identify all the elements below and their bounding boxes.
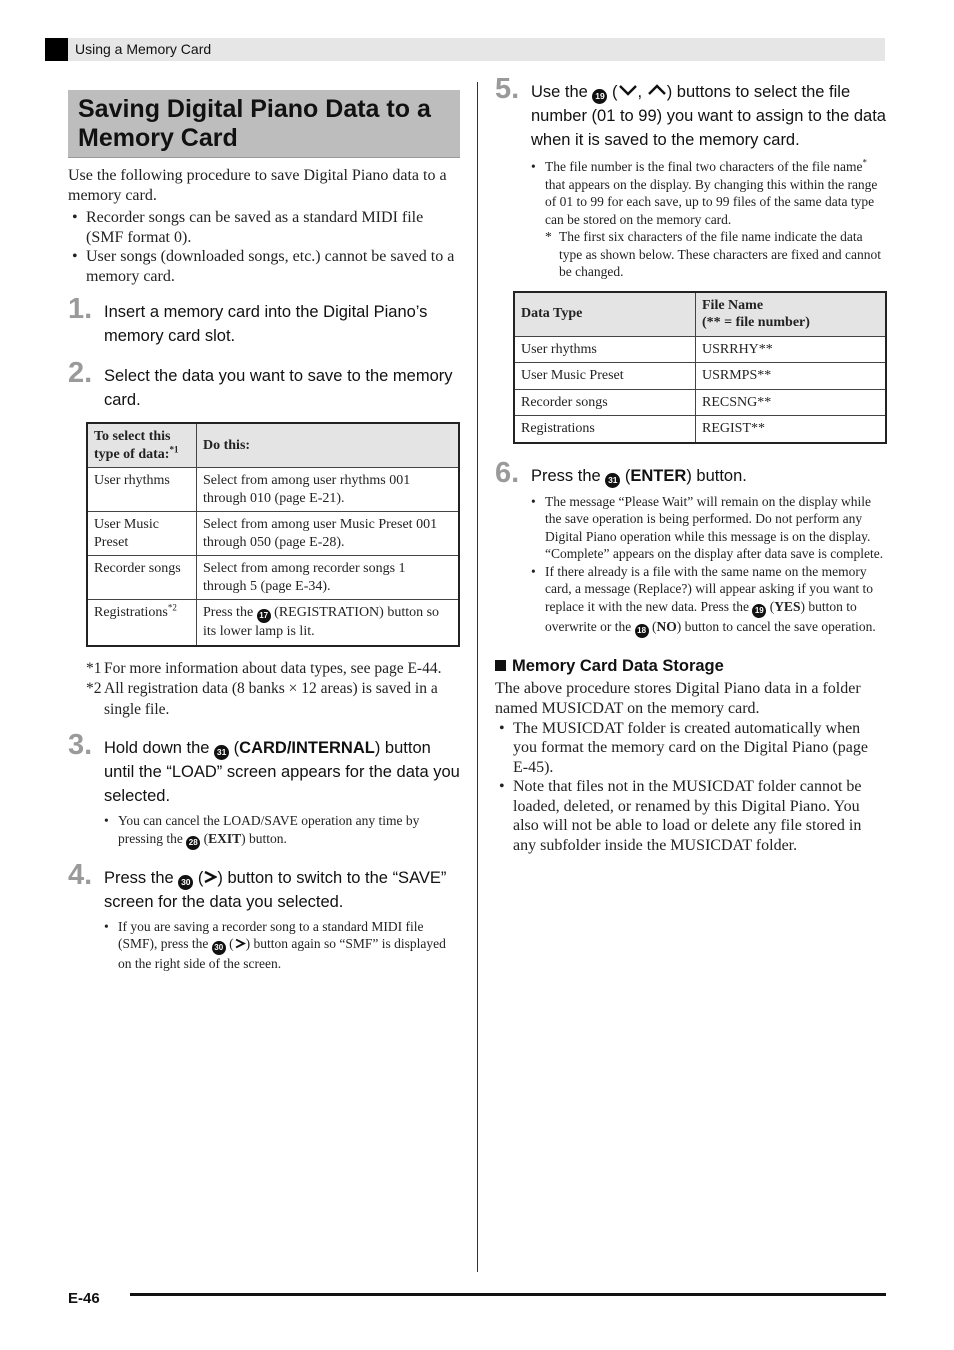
table-cell: Press the 17 (REGISTRATION) button so its lower lamp is lit.	[197, 600, 460, 646]
table-header-cell: File Name (** = file number)	[696, 292, 887, 337]
footnotes	[68, 659, 460, 721]
table-header-cell: Do this:	[197, 423, 460, 468]
square-bullet-icon	[495, 660, 506, 671]
step-number: 4.	[68, 858, 93, 891]
left-column	[68, 90, 460, 973]
chevron-down-icon	[618, 83, 638, 97]
select-table-wrap	[86, 422, 460, 647]
note-item: • The file number is the final two characters of the file name* that appears on the display. By changing this within the range of 01 to 99 for each save, up to 99 files of the same data type can be stored on the memory card.	[531, 158, 887, 228]
button-31-icon: 31	[605, 473, 620, 488]
table-cell: User Music Preset	[514, 363, 696, 390]
chevron-right-icon	[234, 938, 246, 949]
intro-text: Use the following procedure to save Digital Piano data to a memory card.	[68, 167, 447, 204]
table-cell: Select from among user Music Preset 001 through 050 (page E-28).	[197, 512, 460, 556]
step-1	[68, 293, 460, 348]
step-number: 6.	[495, 456, 520, 489]
footnote: *2 All registration data (8 banks × 12 areas) is saved in a single file.	[86, 680, 438, 718]
step-text: Use the 19 ( , ) buttons to select the file number (01 to 99) you want to assign to the data when it is saved to the memory card.	[531, 83, 886, 149]
table-cell: Recorder songs	[87, 556, 197, 600]
table-row	[87, 556, 459, 600]
list-item: • Recorder songs can be saved as a standard MIDI file (SMF format 0).	[68, 208, 460, 247]
title-box	[68, 90, 460, 158]
table-row	[87, 512, 459, 556]
page-title: Saving Digital Piano Data to a Memory Card	[78, 95, 431, 152]
note-item: • You can cancel the LOAD/SAVE operation any time by pressing the 28 (EXIT) button.	[104, 812, 460, 850]
file-table-wrap	[513, 291, 887, 444]
table-row	[514, 389, 886, 416]
button-28-icon: 28	[186, 836, 200, 850]
storage-section	[495, 656, 887, 856]
step-5	[495, 73, 887, 281]
footer-rule	[130, 1293, 886, 1296]
table-cell: User rhythms	[87, 468, 197, 512]
button-18-icon: 18	[635, 624, 649, 638]
table-row	[514, 336, 886, 363]
chevron-right-icon	[203, 870, 217, 884]
table-cell: Select from among recorder songs 1 through 5 (page E-34).	[197, 556, 460, 600]
select-table	[86, 422, 460, 647]
table-cell: REGIST**	[696, 416, 887, 443]
button-19-icon: 19	[592, 89, 607, 104]
step-4	[68, 858, 460, 973]
step-2	[68, 357, 460, 412]
footnote: *1 For more information about data types, see page E-44.	[86, 659, 442, 677]
step-number: 2.	[68, 357, 93, 389]
header-marker	[45, 38, 68, 61]
step-4-notes	[104, 918, 460, 973]
asterisk-note: * The first six characters of the file name indicate the data type as shown below. These characters are fixed and cannot be changed.	[545, 229, 881, 279]
step-number: 3.	[68, 729, 93, 761]
table-header-cell: Data Type	[514, 292, 696, 337]
table-cell: Registrations$^{*2}$	[87, 600, 197, 646]
button-31-icon: 31	[214, 745, 229, 760]
step-text: Select the data you want to save to the memory card.	[104, 367, 453, 409]
list-item: • User songs (downloaded songs, etc.) cannot be saved to a memory card.	[68, 247, 460, 286]
note-item: • The message “Please Wait” will remain on the display while the save operation is being performed. Do not perform any Digital Piano operation while this message is on the display. “Complete” appears on the display after data save is complete.	[531, 493, 887, 563]
column-divider	[477, 82, 478, 1272]
step-6-notes	[531, 493, 887, 638]
chevron-up-icon	[647, 83, 667, 97]
intro-bullets	[68, 208, 460, 286]
storage-text: The above procedure stores Digital Piano data in a folder named MUSICDAT on the memory card.	[495, 679, 861, 717]
button-19-icon: 19	[752, 604, 766, 618]
step-3	[68, 729, 460, 850]
button-30-icon: 30	[212, 941, 226, 955]
step-number: 5.	[495, 73, 520, 105]
note-item: • If there already is a file with the same name on the memory card, a message (Replace?) will appear asking if you want to replace it with the new data. Press the 19 (YES) button to overwrite or the 18 (NO) button to cancel the save operation.	[531, 563, 887, 638]
table-header-row	[87, 423, 459, 468]
step-5-notes	[531, 158, 887, 228]
step-text: Press the 31 (ENTER) button.	[531, 464, 887, 488]
storage-bullets	[495, 719, 887, 856]
table-cell: Select from among user rhythms 001 through 010 (page E-21).	[197, 468, 460, 512]
intro	[68, 166, 460, 286]
running-header	[45, 38, 885, 61]
right-column	[495, 73, 887, 855]
table-cell: USRMPS**	[696, 363, 887, 390]
table-header-row	[514, 292, 886, 337]
page-number: E-46	[68, 1290, 100, 1307]
file-table	[513, 291, 887, 444]
table-header-cell: To select this type of data:$^{*1}$	[87, 423, 197, 468]
step-text: Hold down the 31 (CARD/INTERNAL) button until the “LOAD” screen appears for the data you selected.	[104, 739, 460, 805]
step-text: Insert a memory card into the Digital Piano’s memory card slot.	[104, 303, 428, 345]
table-cell: USRRHY**	[696, 336, 887, 363]
list-item: • Note that files not in the MUSICDAT folder cannot be loaded, deleted, or renamed by this Digital Piano. You also will not be able to load or delete any file stored in any subfolder inside the MUSICDAT folder.	[495, 777, 887, 855]
section-title: Using a Memory Card	[75, 41, 212, 57]
step-number: 1.	[68, 293, 93, 325]
table-cell: Registrations	[514, 416, 696, 443]
step-text: Press the 30 ( ) button to switch to the “SAVE” screen for the data you selected.	[104, 868, 447, 911]
list-item: • The MUSICDAT folder is created automatically when you format the memory card on the Digital Piano (page E-45).	[495, 719, 887, 778]
table-row	[514, 416, 886, 443]
button-30-icon: 30	[178, 875, 193, 890]
table-cell: User Music Preset	[87, 512, 197, 556]
step-6	[495, 456, 887, 638]
table-row	[87, 600, 459, 646]
step-3-notes	[104, 812, 460, 850]
section-heading: Memory Card Data Storage	[495, 656, 887, 676]
table-row	[87, 468, 459, 512]
table-row	[514, 363, 886, 390]
table-cell: User rhythms	[514, 336, 696, 363]
note-item: • If you are saving a recorder song to a standard MIDI file (SMF), press the 30 ( ) button again so “SMF” is displayed on the right side of the screen.	[104, 918, 460, 973]
table-cell: RECSNG**	[696, 389, 887, 416]
table-cell: Recorder songs	[514, 389, 696, 416]
button-17-icon: 17	[257, 609, 271, 623]
